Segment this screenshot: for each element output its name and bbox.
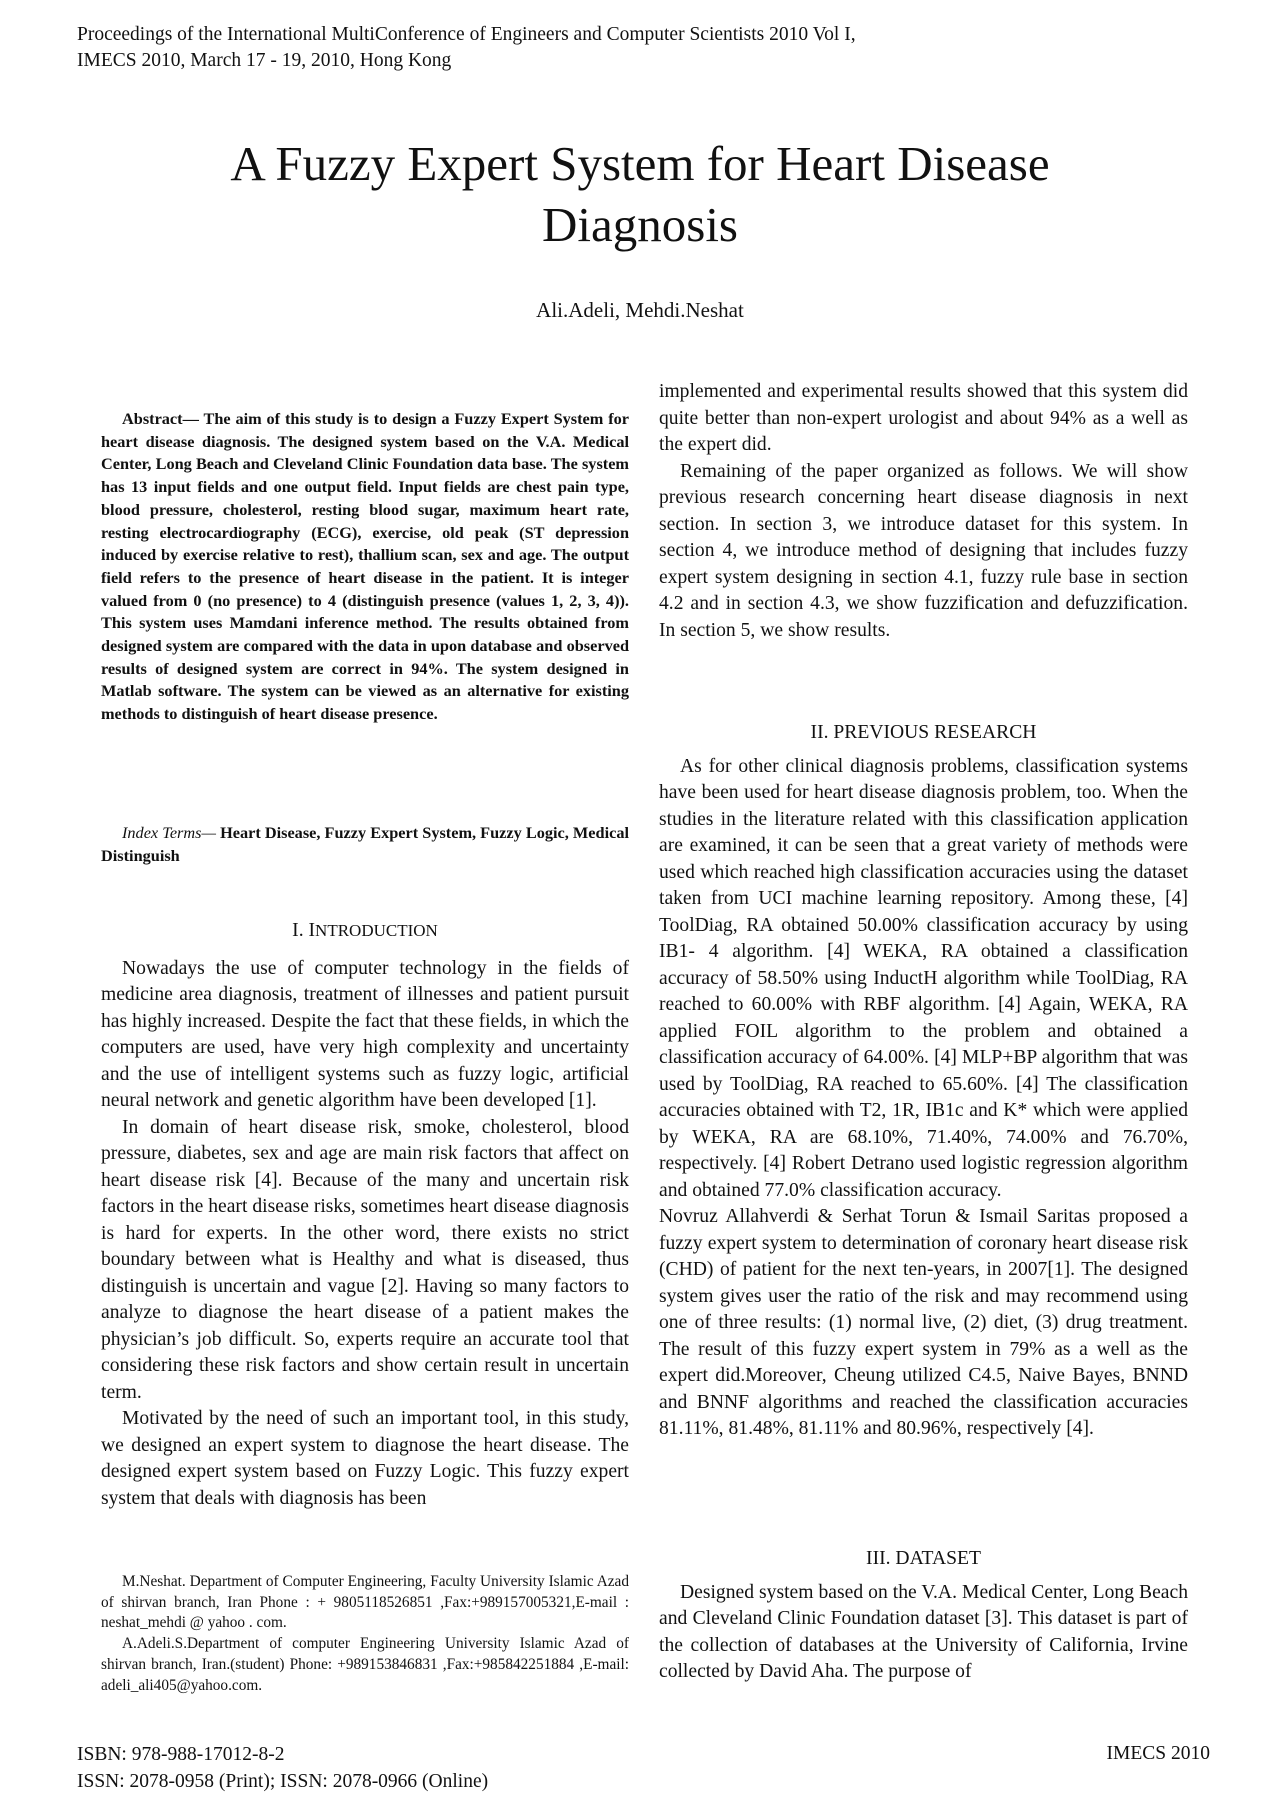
issn: ISSN: 2078-0958 (Print); ISSN: 2078-0966 (Online) xyxy=(77,1771,489,1792)
intro-paragraph-2: In domain of heart disease risk, smoke, cholesterol, blood pressure, diabetes, sex and age are main risk factors that affect on heart disease risk [4]. Because of the many and uncertain risk factors in the heart disease risks, sometimes heart disease diagnosis is hard for experts. In the other word, there exists no strict boundary between what is Healthy and what is diseased, thus distinguish is uncertain and vague [2]. Having so many factors to analyze to diagnose the heart disease of a patient makes the physician’s job difficult. So, experts require an accurate tool that considering these risk factors and show certain result in uncertain term. xyxy=(101,1116,629,1403)
introduction-number: I. xyxy=(292,920,304,941)
abstract-text: The aim of this study is to design a Fuzzy Expert System for heart disease diagnosis. The designed system based on the V.A. Medical Center, Long Beach and Cleveland Clinic Foundation data base. The system has 13 input fields and one output field. Input fields are chest pain type, blood pressure, cholesterol, resting blood sugar, maximum heart rate, resting electrocardiography (ECG), exercise, old peak (ST depression induced by exercise relative to rest), thallium scan, sex and age. The output field refers to the presence of heart disease in the patient. It is integer valued from 0 (no presence) to 4 (distinguish presence (values 1, 2, 3, 4)). This system uses Mamdani inference method. The results obtained from designed system are compared with the data in upon database and observed results of designed system are correct in 94%. The system designed in Matlab software. The system can be viewed as an alternative for existing methods to distinguish of heart disease presence. xyxy=(101,409,629,724)
introduction-heading-rest: NTRODUCTION xyxy=(315,921,438,940)
introduction-heading-initial: I xyxy=(308,920,316,941)
isbn: ISBN: 978-988-17012-8-2 xyxy=(77,1744,285,1765)
conference-footer: IMECS 2010 xyxy=(1106,1743,1210,1764)
introduction-heading xyxy=(101,918,629,945)
footnote-adeli: A.Adeli.S.Department of computer Engineering University Islamic Azad of shirvan branch, Iran.(student) Phone: +989153846831 ,Fax:+985842251884 ,E-mail: adeli_ali405@yahoo.com. xyxy=(101,1635,629,1694)
proceedings-header xyxy=(77,22,856,74)
previous-research-heading: II. PREVIOUS RESEARCH xyxy=(810,722,1037,743)
intro-continued xyxy=(659,379,1188,644)
title-line-1: A Fuzzy Expert System for Heart Disease xyxy=(230,136,1050,191)
intro-paragraph-3: Motivated by the need of such an important tool, in this study, we designed an expert system to diagnose the heart disease. The designed expert system based on Fuzzy Logic. This fuzzy expert system that deals with diagnosis has been xyxy=(101,1408,629,1509)
abstract-label: Abstract— xyxy=(122,409,199,428)
dataset-section xyxy=(659,1546,1188,1686)
footnote-neshat: M.Neshat. Department of Computer Engineering, Faculty University Islamic Azad of shirvan branch, Iran Phone : + 9805118526851 ,Fax:+989157005321,E-mail : neshat_mehdi @ yahoo . com. xyxy=(101,1573,629,1632)
dataset-heading: III. DATASET xyxy=(866,1548,981,1569)
dataset-paragraph-1: Designed system based on the V.A. Medical Center, Long Beach and Cleveland Clinic Foundation dataset [3]. This dataset is part of the collection of databases at the University of California, Irvine collected by David Aha. The purpose of xyxy=(659,1581,1188,1682)
index-terms xyxy=(101,822,629,867)
previous-paragraph-1: As for other clinical diagnosis problems, classification systems have been used for heart disease diagnosis problem, too. When the studies in the literature related with this classification application are examined, it can be seen that a great variety of methods were used which reached high classification accuracies using the dataset taken from UCI machine learning repository. Among these, [4] ToolDiag, RA obtained 50.00% classification accuracy by using IB1- 4 algorithm. [4] WEKA, RA obtained a classification accuracy of 58.50% using InductH algorithm while ToolDiag, RA reached to 60.00% with RBF algorithm. [4] Again, WEKA, RA applied FOIL algorithm to the problem and obtained a classification accuracy of 64.00%. [4] MLP+BP algorithm that was used by ToolDiag, RA reached to 65.60%. [4] The classification accuracies obtained with T2, 1R, IB1c and K* which were applied by WEKA, RA are 68.10%, 71.40%, 74.00% and 76.70%, respectively. [4] Robert Detrano used logistic regression algorithm and obtained 77.0% classification accuracy. xyxy=(659,755,1188,1201)
abstract xyxy=(101,408,629,726)
intro-paragraph-1: Nowadays the use of computer technology in the fields of medicine area diagnosis, treatment of illnesses and patient pursuit has highly increased. Despite the fact that these fields, in which the computers are used, have very high complexity and uncertainty and the use of intelligent systems such as fuzzy logic, artificial neural network and genetic algorithm have been developed [1]. xyxy=(101,957,629,1111)
header-line-1: Proceedings of the International MultiConference of Engineers and Computer Scientists 2010 Vol I, xyxy=(77,24,856,45)
title-line-2: Diagnosis xyxy=(542,197,738,252)
index-terms-label: Index Terms— xyxy=(122,823,216,842)
right-paragraph-2: Remaining of the paper organized as follows. We will show previous research concerning heart disease diagnosis in next section. In section 3, we introduce dataset for this system. In section 4, we introduce method of designing that includes fuzzy expert system designing in section 4.1, fuzzy rule base in section 4.2 and in section 4.3, we show fuzzification and defuzzification. In section 5, we show results. xyxy=(659,460,1188,641)
previous-research-section xyxy=(659,720,1188,1443)
footnote xyxy=(101,1572,629,1696)
authors: Ali.Adeli, Mehdi.Neshat xyxy=(536,298,744,322)
index-terms-text: Heart Disease, Fuzzy Expert System, Fuzzy Logic, Medical Distinguish xyxy=(101,823,629,865)
previous-paragraph-2: Novruz Allahverdi & Serhat Torun & Ismail Saritas proposed a fuzzy expert system to determination of coronary heart disease risk (CHD) of patient for the next ten-years, in 2007[1]. The designed system gives user the ratio of the risk and may recommend using one of three results: (1) normal live, (2) diet, (3) drug treatment. The result of this fuzzy expert system in 79% as a well as the expert did.Moreover, Cheung utilized C4.5, Naive Bayes, BNND and BNNF algorithms and reached the classification accuracies 81.11%, 81.48%, 81.11% and 80.96%, respectively [4]. xyxy=(659,1206,1188,1439)
right-paragraph-1: implemented and experimental results showed that this system did quite better than non-expert urologist and about 94% as a well as the expert did. xyxy=(659,381,1188,455)
header-line-2: IMECS 2010, March 17 - 19, 2010, Hong Kong xyxy=(77,50,452,71)
paper-title xyxy=(0,133,1280,255)
introduction-section xyxy=(101,918,629,1512)
publication-ids xyxy=(77,1741,488,1795)
